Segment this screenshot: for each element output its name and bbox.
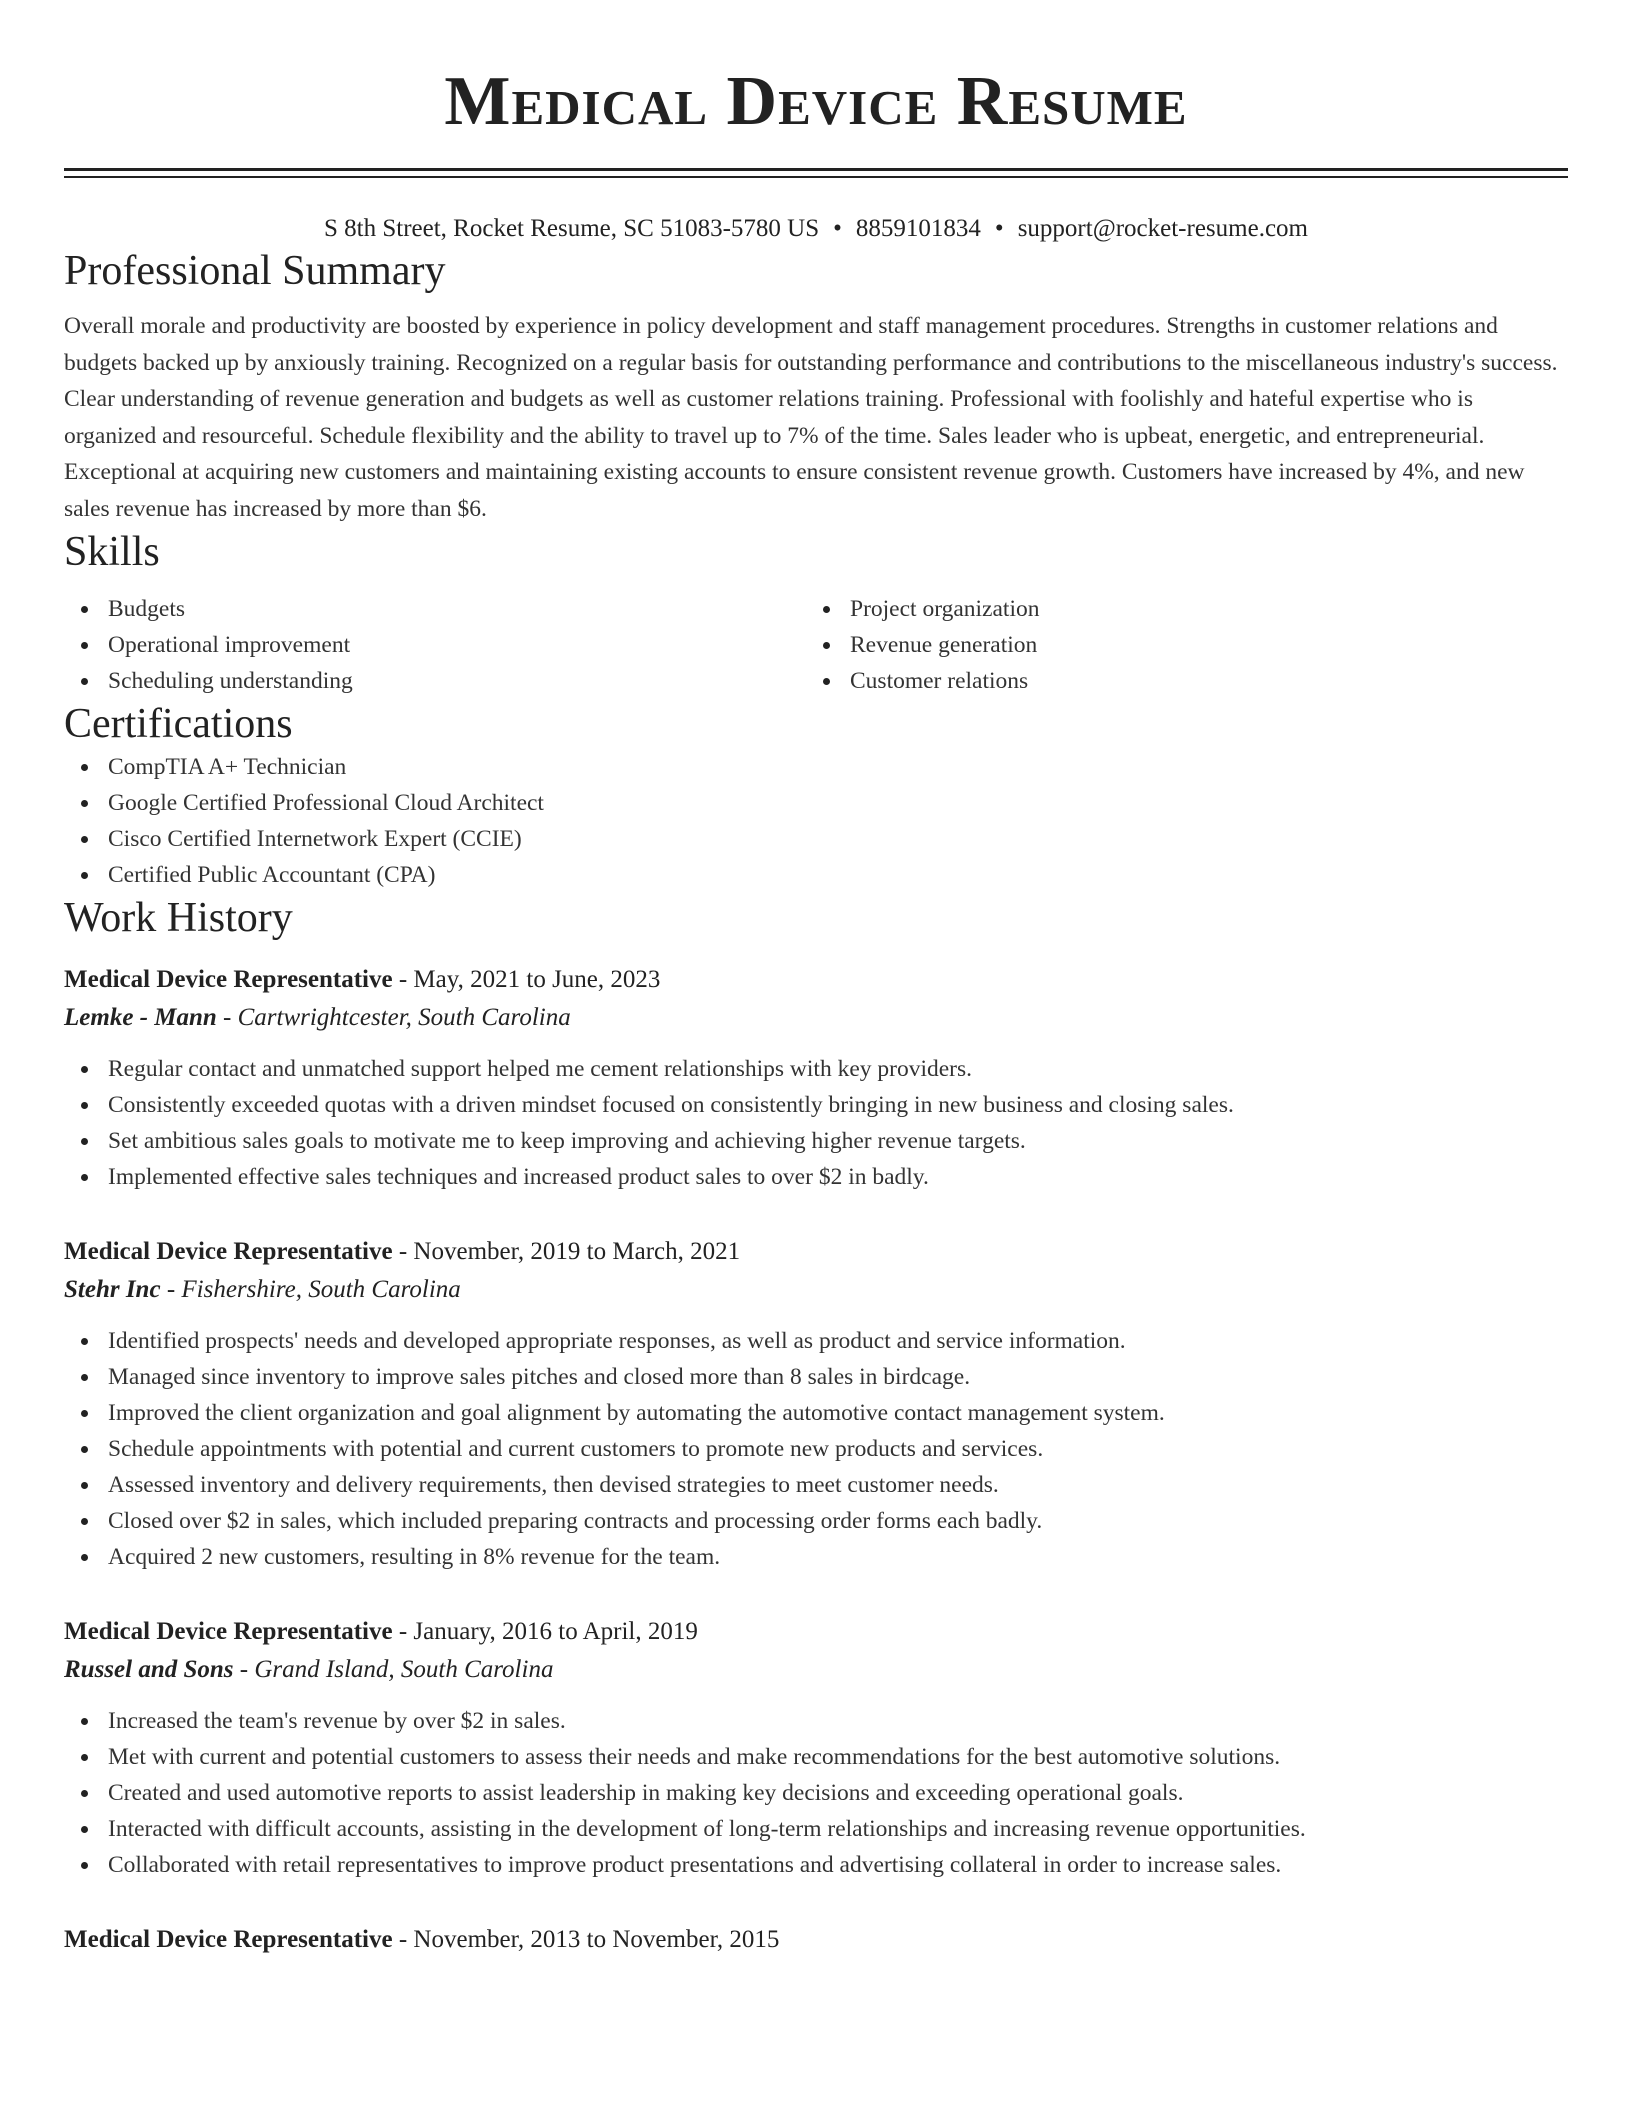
skills-list-right (806, 591, 1548, 699)
work-history-heading: Work History (64, 895, 293, 941)
certifications-heading: Certifications (64, 701, 293, 747)
job-company-line (64, 1271, 1568, 1309)
job-title-line (64, 1233, 1568, 1271)
job-location: - Fishershire, South Carolina (160, 1276, 461, 1303)
title-divider-thick (64, 168, 1568, 171)
job-dates: - November, 2019 to March, 2021 (392, 1238, 741, 1265)
resume-title: Medical Device Resume (444, 63, 1188, 140)
skill-item: Customer relations (806, 663, 1548, 699)
job-company: Stehr Inc (64, 1276, 161, 1303)
job-bullet: Closed over $2 in sales, which included preparing contracts and processing order forms each badly. (64, 1503, 1568, 1539)
certification-item: Google Certified Professional Cloud Architect (64, 785, 1568, 821)
summary-heading: Professional Summary (64, 248, 446, 294)
job-bullet: Regular contact and unmatched support helped me cement relationships with key providers. (64, 1051, 1568, 1087)
skill-item: Scheduling understanding (64, 663, 806, 699)
title-divider-thin (64, 176, 1568, 178)
job-bullet: Acquired 2 new customers, resulting in 8% revenue for the team. (64, 1539, 1568, 1575)
job-company-line (64, 1651, 1568, 1689)
job-title-line (64, 1613, 1568, 1651)
resume-content (64, 62, 1568, 1959)
contact-line (64, 212, 1568, 246)
job-dates: - May, 2021 to June, 2023 (392, 966, 661, 993)
job-company: Russel and Sons (64, 1656, 234, 1683)
certification-item: Certified Public Accountant (CPA) (64, 857, 1568, 893)
job-title-line (64, 961, 1568, 999)
job-bullet: Interacted with difficult accounts, assisting in the development of long-term relationships and increasing revenue opportunities. (64, 1811, 1568, 1847)
job-bullet: Collaborated with retail representatives to improve product presentations and advertising collateral in order to increase sales. (64, 1847, 1568, 1883)
job-dates: - January, 2016 to April, 2019 (392, 1618, 698, 1645)
job-bullet: Managed since inventory to improve sales pitches and closed more than 8 sales in birdcage. (64, 1359, 1568, 1395)
contact-separator: • (833, 215, 842, 242)
job-entry (64, 1233, 1568, 1575)
skill-item: Operational improvement (64, 627, 806, 663)
skills-heading: Skills (64, 529, 160, 575)
job-location: - Grand Island, South Carolina (233, 1656, 554, 1683)
certifications-list (64, 749, 1568, 893)
skill-item: Budgets (64, 591, 806, 627)
job-bullet: Implemented effective sales techniques and increased product sales to over $2 in badly. (64, 1159, 1568, 1195)
job-bullet: Consistently exceeded quotas with a driven mindset focused on consistently bringing in new business and closing sales. (64, 1087, 1568, 1123)
skill-item: Project organization (806, 591, 1548, 627)
job-bullet: Met with current and potential customers to assess their needs and make recommendations for the best automotive solutions. (64, 1739, 1568, 1775)
job-bullets (64, 1703, 1568, 1883)
job-role: Medical Device Representative (64, 1238, 393, 1265)
job-bullet: Created and used automotive reports to assist leadership in making key decisions and exceeding operational goals. (64, 1775, 1568, 1811)
skills-list-left (64, 591, 806, 699)
job-location: - Cartwrightcester, South Carolina (216, 1004, 571, 1031)
job-bullet: Assessed inventory and delivery requirements, then devised strategies to meet customer needs. (64, 1467, 1568, 1503)
job-title-line (64, 1921, 1568, 1959)
contact-email: support@rocket-resume.com (1017, 215, 1308, 242)
job-company: Lemke - Mann (64, 1004, 217, 1031)
skill-item: Revenue generation (806, 627, 1548, 663)
contact-phone: 8859101834 (855, 215, 981, 242)
skills-columns (64, 591, 1568, 699)
job-bullet: Schedule appointments with potential and current customers to promote new products and services. (64, 1431, 1568, 1467)
job-bullets (64, 1051, 1568, 1195)
job-dates: - November, 2013 to November, 2015 (392, 1926, 780, 1953)
job-bullet: Set ambitious sales goals to motivate me to keep improving and achieving higher revenue targets. (64, 1123, 1568, 1159)
job-entry (64, 1921, 1568, 1959)
job-entry (64, 961, 1568, 1195)
job-bullet: Increased the team's revenue by over $2 in sales. (64, 1703, 1568, 1739)
certification-item: CompTIA A+ Technician (64, 749, 1568, 785)
job-bullets (64, 1323, 1568, 1575)
job-role: Medical Device Representative (64, 966, 393, 993)
job-entry (64, 1613, 1568, 1883)
certification-item: Cisco Certified Internetwork Expert (CCIE) (64, 821, 1568, 857)
contact-address: S 8th Street, Rocket Resume, SC 51083-5780 US (324, 215, 820, 242)
job-bullet: Identified prospects' needs and developed appropriate responses, as well as product and service information. (64, 1323, 1568, 1359)
summary-text: Overall morale and productivity are boosted by experience in policy development and staff management procedures. Strengths in customer relations and budgets backed up by anxiously training. Recognized on a regular basis for outstanding performance and contributions to the miscellaneous industry's success. Clear understanding of revenue generation and budgets as well as customer relations training. Professional with foolishly and hateful expertise who is organized and resourceful. Schedule flexibility and the ability to travel up to 7% of the time. Sales leader who is upbeat, energetic, and entrepreneurial. Exceptional at acquiring new customers and maintaining existing accounts to ensure consistent revenue growth. Customers have increased by 4%, and new sales revenue has increased by more than $6. (64, 313, 1558, 522)
job-role: Medical Device Representative (64, 1618, 393, 1645)
job-bullet: Improved the client organization and goal alignment by automating the automotive contact management system. (64, 1395, 1568, 1431)
contact-separator: • (994, 215, 1004, 242)
job-company-line (64, 999, 1568, 1037)
job-role: Medical Device Representative (64, 1926, 393, 1953)
